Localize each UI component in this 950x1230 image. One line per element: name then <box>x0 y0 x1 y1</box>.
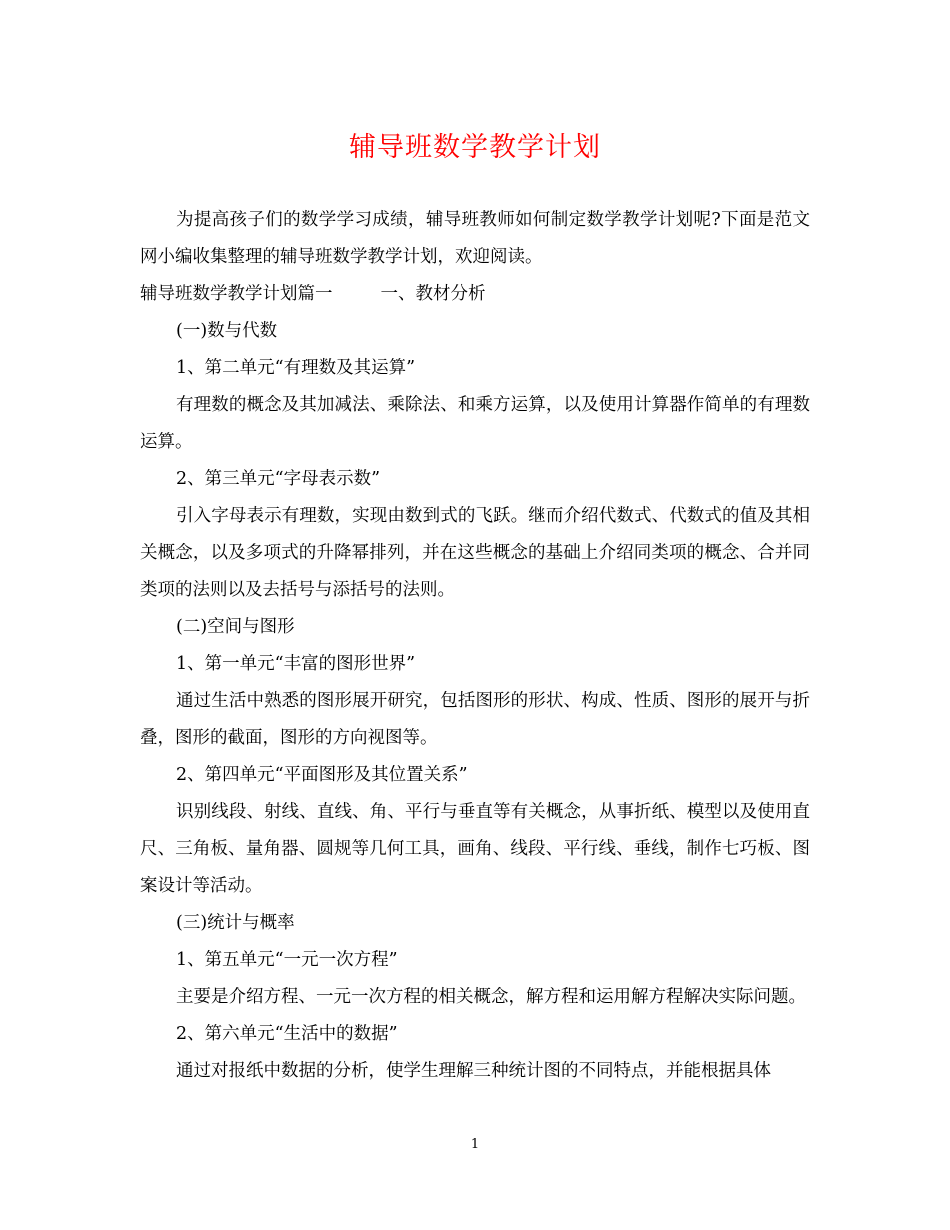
unit1-body: 通过生活中熟悉的图形展开研究，包括图形的形状、构成、性质、图形的展开与折叠，图形的截面，图形的方向视图等。 <box>140 691 810 748</box>
section-heading-right: 一、教材分析 <box>380 284 486 304</box>
unit6-heading: 2、第六单元“生活中的数据” <box>176 1024 398 1044</box>
unit3-heading: 2、第三单元“字母表示数” <box>176 469 381 489</box>
part1-heading: (一)数与代数 <box>176 321 278 341</box>
unit4-heading: 2、第四单元“平面图形及其位置关系” <box>176 765 468 785</box>
document-body <box>140 202 810 1090</box>
unit2-heading: 1、第二单元“有理数及其运算” <box>176 358 416 378</box>
unit4-body: 识别线段、射线、直线、角、平行与垂直等有关概念，从事折纸、模型以及使用直尺、三角板、量角器、圆规等几何工具，画角、线段、平行线、垂线，制作七巧板、图案设计等活动。 <box>140 802 810 896</box>
unit5-body: 主要是介绍方程、一元一次方程的相关概念，解方程和运用解方程解决实际问题。 <box>176 987 806 1007</box>
page-number: 1 <box>470 1137 480 1152</box>
section-heading-left: 辅导班数学教学计划篇一 <box>140 284 333 304</box>
part3-heading: (三)统计与概率 <box>176 913 295 933</box>
unit6-body: 通过对报纸中数据的分析，使学生理解三种统计图的不同特点，并能根据具体 <box>176 1061 771 1081</box>
document-title: 辅导班数学教学计划 <box>349 132 601 163</box>
unit5-heading: 1、第五单元“一元一次方程” <box>176 950 398 970</box>
unit2-body: 有理数的概念及其加减法、乘除法、和乘方运算，以及使用计算器作简单的有理数运算。 <box>140 395 810 452</box>
unit1-heading: 1、第一单元“丰富的图形世界” <box>176 654 416 674</box>
unit3-body: 引入字母表示有理数，实现由数到式的飞跃。继而介绍代数式、代数式的值及其相关概念，以及多项式的升降幂排列，并在这些概念的基础上介绍同类项的概念、合并同类项的法则以及去括号与添括号的法则。 <box>140 506 810 600</box>
part2-heading: (二)空间与图形 <box>176 617 295 637</box>
intro-paragraph: 为提高孩子们的数学学习成绩，辅导班教师如何制定数学教学计划呢?下面是范文网小编收集整理的辅导班数学教学计划，欢迎阅读。 <box>140 210 810 267</box>
section-heading <box>140 276 810 313</box>
